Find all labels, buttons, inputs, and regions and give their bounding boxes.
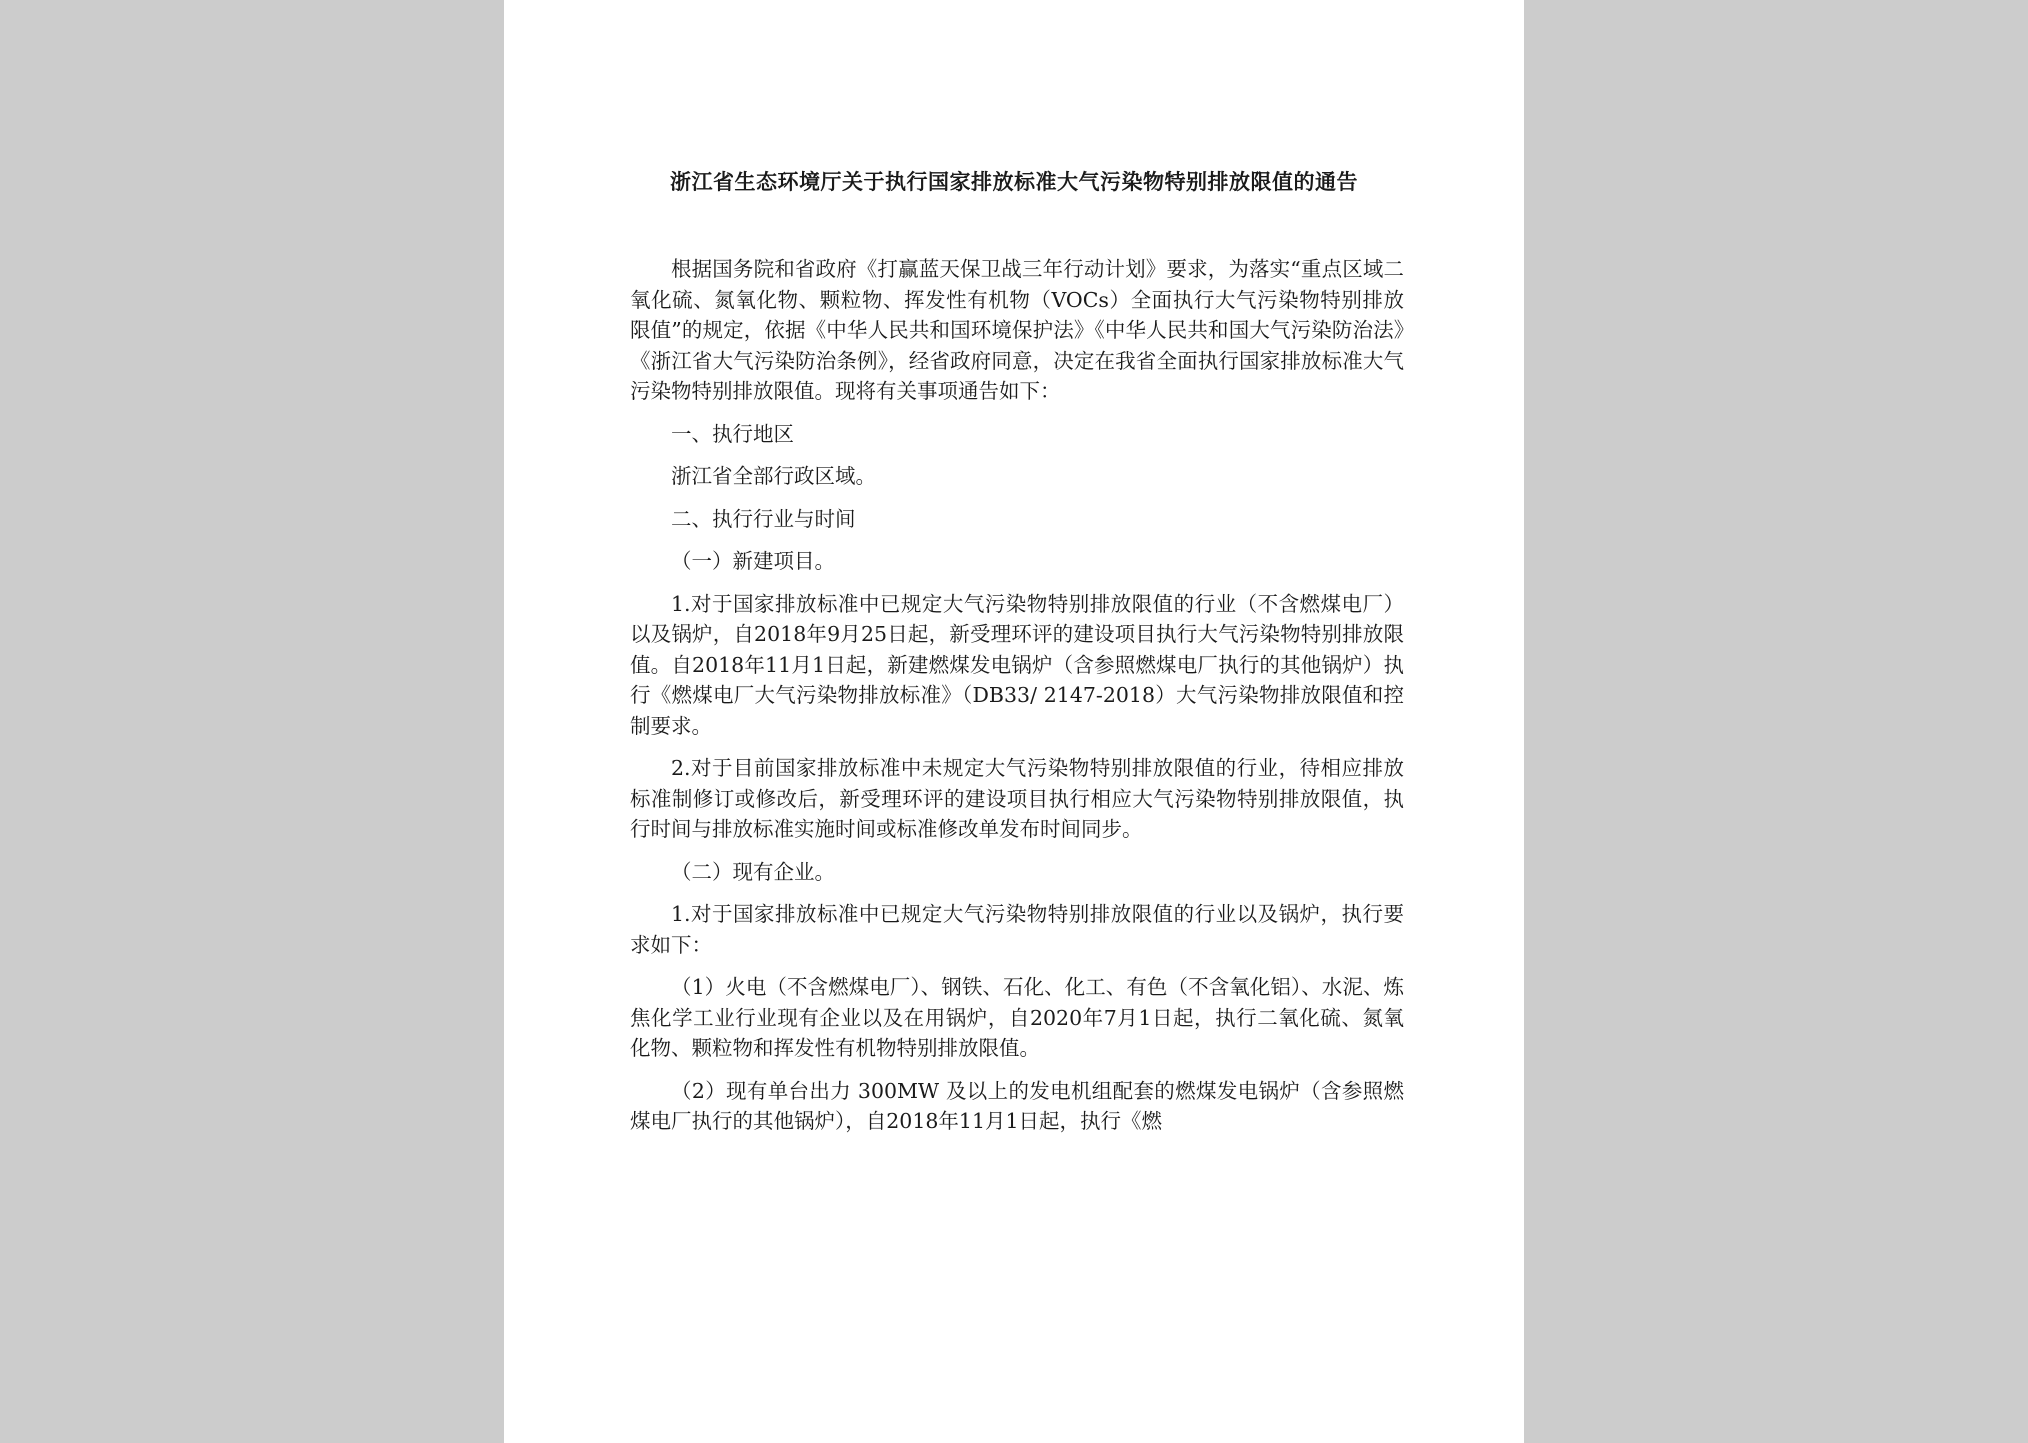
document-title: 浙江省生态环境厅关于执行国家排放标准大气污染物特别排放限值的通告 — [670, 169, 1358, 194]
new-projects-item-1: 1.对于国家排放标准中已规定大气污染物特别排放限值的行业（不含燃煤电厂）以及锅炉，自2018年9月25日起，新受理环评的建设项目执行大气污染物特别排放限值。自2018年11月1日起，新建燃煤发电锅炉（含参照燃煤电厂执行的其他锅炉）执行《燃煤电厂大气污染物排放标准》（DB33/ 2147-2018）大气污染物排放限值和控制要求。 — [630, 591, 1404, 738]
existing-enterprises-item-1-1: （1）火电（不含燃煤电厂）、钢铁、石化、化工、有色（不含氧化铝）、水泥、炼焦化学工业行业现有企业以及在用锅炉，自2020年7月1日起，执行二氧化硫、氮氧化物、颗粒物和挥发性有机物特别排放限值。 — [630, 975, 1404, 1060]
document-body — [630, 254, 1404, 1137]
existing-enterprises-item-1: 1.对于国家排放标准中已规定大气污染物特别排放限值的行业以及锅炉，执行要求如下： — [630, 902, 1404, 957]
region-paragraph: 浙江省全部行政区域。 — [671, 464, 876, 488]
document-page — [504, 0, 1524, 1443]
section-heading-region: 一、执行地区 — [671, 421, 794, 446]
existing-enterprises-item-1-2: （2）现有单台出力 300MW 及以上的发电机组配套的燃煤发电锅炉（含参照燃煤电厂执行的其他锅炉），自2018年11月1日起，执行《燃 — [630, 1078, 1404, 1133]
section-heading-industry-time: 二、执行行业与时间 — [671, 506, 856, 531]
intro-paragraph: 根据国务院和省政府《打赢蓝天保卫战三年行动计划》要求，为落实“重点区域二氧化硫、氮氧化物、颗粒物、挥发性有机物（VOCs）全面执行大气污染物特别排放限值”的规定，依据《中华人民共和国环境保护法》《中华人民共和国大气污染防治法》《浙江省大气污染防治条例》，经省政府同意，决定在我省全面执行国家排放标准大气污染物特别排放限值。现将有关事项通告如下： — [630, 257, 1404, 403]
subsection-heading-existing-enterprises: （二）现有企业。 — [671, 859, 835, 884]
subsection-heading-new-projects: （一）新建项目。 — [671, 549, 835, 573]
new-projects-item-2: 2.对于目前国家排放标准中未规定大气污染物特别排放限值的行业，待相应排放标准制修订或修改后，新受理环评的建设项目执行相应大气污染物特别排放限值，执行时间与排放标准实施时间或标准修改单发布时间同步。 — [630, 756, 1404, 841]
